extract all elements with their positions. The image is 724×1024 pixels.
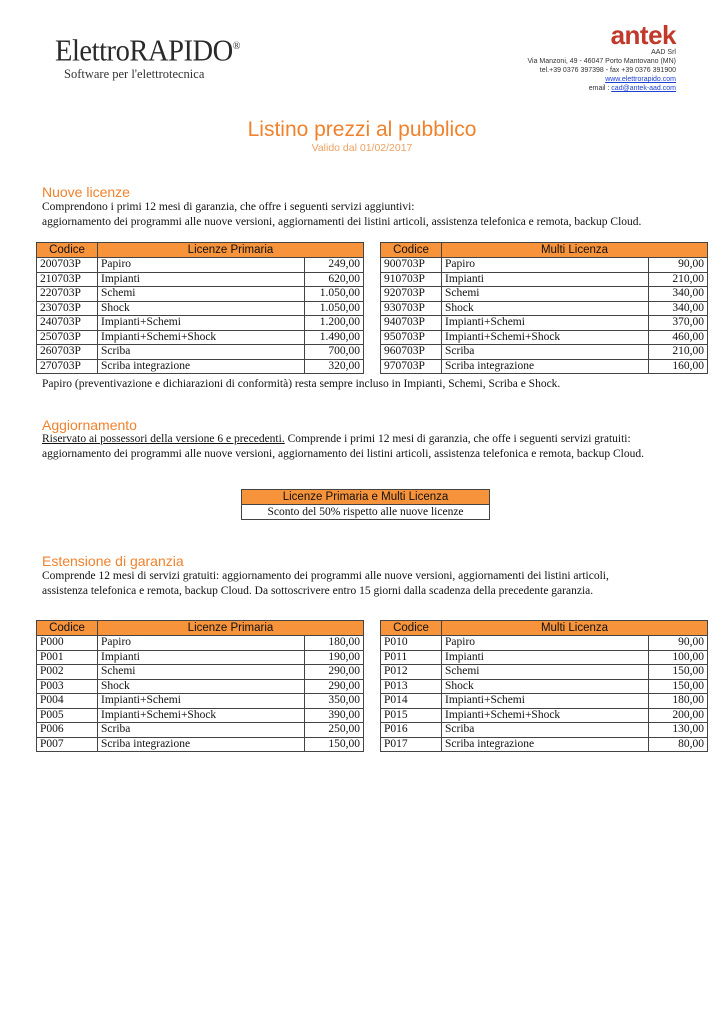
row-name: Shock (442, 679, 649, 694)
table-row (37, 650, 364, 665)
table-row (37, 636, 364, 651)
row-code: 210703P (37, 272, 98, 287)
row-price: 1.200,00 (305, 316, 364, 331)
company-block (527, 22, 676, 93)
row-code: P015 (381, 708, 442, 723)
table-row (37, 694, 364, 709)
new-licenses-text (42, 200, 692, 230)
row-code: P011 (381, 650, 442, 665)
table-row (381, 258, 708, 273)
row-price: 350,00 (305, 694, 364, 709)
row-code: 940703P (381, 316, 442, 331)
row-name: Scriba integrazione (98, 359, 305, 374)
table-row (381, 272, 708, 287)
table-row (381, 665, 708, 680)
row-name: Impianti (98, 650, 305, 665)
row-price: 340,00 (649, 301, 708, 316)
row-price: 150,00 (305, 737, 364, 752)
page-title: Listino prezzi al pubblico (247, 118, 477, 141)
antek-logo: antek (610, 20, 676, 50)
update-text-line2: aggiornamento dei programmi alle nuove versioni, aggiornamento dei listini articoli, assistenza telefonica e remota, backup Cloud. (42, 448, 644, 460)
col-name: Multi Licenza (442, 243, 708, 258)
row-code: P001 (37, 650, 98, 665)
table-row (381, 723, 708, 738)
row-code: P004 (37, 694, 98, 709)
table-row (381, 650, 708, 665)
row-name: Papiro (442, 636, 649, 651)
row-price: 250,00 (305, 723, 364, 738)
logo-title: ElettroRAPIDO® (55, 32, 241, 68)
row-price: 210,00 (649, 345, 708, 360)
row-code: 270703P (37, 359, 98, 374)
warranty-text-line1: Comprende 12 mesi di servizi gratuiti: aggiornamento dei programmi alle nuove versioni, aggiornamenti dei listini articoli, (42, 570, 609, 582)
table-row (37, 679, 364, 694)
row-price: 130,00 (649, 723, 708, 738)
row-name: Schemi (442, 287, 649, 302)
row-price: 180,00 (305, 636, 364, 651)
row-name: Impianti+Schemi (442, 694, 649, 709)
row-price: 1.050,00 (305, 287, 364, 302)
row-name: Scriba (98, 723, 305, 738)
row-name: Impianti (442, 650, 649, 665)
update-text-rest: Comprende i primi 12 mesi di garanzia, che offe i seguenti servizi gratuiti: (284, 433, 631, 445)
table-row (37, 287, 364, 302)
table-row (37, 359, 364, 374)
table-row (37, 345, 364, 360)
row-code: 900703P (381, 258, 442, 273)
table-row (381, 316, 708, 331)
new-licenses-text-line2: aggiornamento dei programmi alle nuove versioni, aggiornamenti dei listini articoli, assistenza telefonica e remota, backup Cloud. (42, 216, 642, 228)
page-subtitle: Valido dal 01/02/2017 (311, 142, 413, 154)
row-name: Scriba integrazione (442, 359, 649, 374)
row-name: Schemi (98, 287, 305, 302)
row-name: Schemi (98, 665, 305, 680)
row-code: P014 (381, 694, 442, 709)
update-discount-table (241, 489, 490, 520)
row-code: P006 (37, 723, 98, 738)
table-row (37, 330, 364, 345)
row-name: Impianti (98, 272, 305, 287)
table-row (37, 301, 364, 316)
row-price: 290,00 (305, 679, 364, 694)
table-row (381, 737, 708, 752)
row-name: Impianti+Schemi (98, 316, 305, 331)
row-code: 960703P (381, 345, 442, 360)
row-code: P012 (381, 665, 442, 680)
row-code: 230703P (37, 301, 98, 316)
row-price: 190,00 (305, 650, 364, 665)
table-row (381, 359, 708, 374)
row-name: Shock (98, 679, 305, 694)
row-price: 80,00 (649, 737, 708, 752)
row-name: Scriba (442, 345, 649, 360)
row-code: P003 (37, 679, 98, 694)
row-price: 460,00 (649, 330, 708, 345)
row-code: P005 (37, 708, 98, 723)
row-price: 100,00 (649, 650, 708, 665)
row-price: 1.490,00 (305, 330, 364, 345)
table-row (381, 636, 708, 651)
row-code: 930703P (381, 301, 442, 316)
col-code: Codice (37, 621, 98, 636)
col-code: Codice (381, 243, 442, 258)
row-price: 249,00 (305, 258, 364, 273)
company-address: Via Manzoni, 49 - 46047 Porto Mantovano (MN) (527, 58, 676, 65)
company-name: AAD Srl (651, 49, 676, 56)
row-name: Papiro (98, 636, 305, 651)
table-row (381, 679, 708, 694)
row-name: Scriba (442, 723, 649, 738)
row-name: Impianti+Schemi+Shock (442, 330, 649, 345)
row-code: 260703P (37, 345, 98, 360)
new-licenses-text-line1: Comprendono i primi 12 mesi di garanzia, che offre i seguenti servizi aggiuntivi: (42, 201, 415, 213)
table-row (37, 737, 364, 752)
row-code: 250703P (37, 330, 98, 345)
row-name: Schemi (442, 665, 649, 680)
col-name: Licenze Primaria (98, 621, 364, 636)
row-price: 620,00 (305, 272, 364, 287)
col-name: Multi Licenza (442, 621, 708, 636)
row-code: P016 (381, 723, 442, 738)
company-phone: tel.+39 0376 397398 - fax +39 0376 391900 (539, 67, 676, 74)
row-price: 200,00 (649, 708, 708, 723)
row-price: 150,00 (649, 679, 708, 694)
table-row (37, 708, 364, 723)
row-code: P010 (381, 636, 442, 651)
row-name: Scriba integrazione (98, 737, 305, 752)
row-code: 920703P (381, 287, 442, 302)
table-row (37, 665, 364, 680)
row-price: 180,00 (649, 694, 708, 709)
col-name: Licenze Primaria (98, 243, 364, 258)
row-name: Shock (98, 301, 305, 316)
row-name: Papiro (442, 258, 649, 273)
papiro-note: Papiro (preventivazione e dichiarazioni di conformità) resta sempre incluso in Impianti, Schemi, Scriba e Shock. (42, 378, 561, 390)
row-code: P002 (37, 665, 98, 680)
row-price: 1.050,00 (305, 301, 364, 316)
row-name: Scriba integrazione (442, 737, 649, 752)
new-licenses-heading: Nuove licenze (42, 184, 130, 200)
warranty-text (42, 569, 692, 599)
logo-subtitle: Software per l'elettrotecnica (64, 67, 205, 82)
warranty-primary-license-table (36, 620, 364, 752)
discount-header: Licenze Primaria e Multi Licenza (242, 490, 490, 505)
row-name: Impianti+Schemi+Shock (442, 708, 649, 723)
row-price: 320,00 (305, 359, 364, 374)
table-row (381, 330, 708, 345)
row-name: Papiro (98, 258, 305, 273)
row-price: 160,00 (649, 359, 708, 374)
row-name: Shock (442, 301, 649, 316)
row-name: Scriba (98, 345, 305, 360)
table-row (37, 723, 364, 738)
col-code: Codice (381, 621, 442, 636)
row-price: 370,00 (649, 316, 708, 331)
table-row (381, 708, 708, 723)
table-row (37, 272, 364, 287)
row-price: 700,00 (305, 345, 364, 360)
row-price: 340,00 (649, 287, 708, 302)
new-multi-license-table (380, 242, 708, 374)
new-primary-license-table (36, 242, 364, 374)
row-name: Impianti+Schemi (98, 694, 305, 709)
row-code: 910703P (381, 272, 442, 287)
warranty-text-line2: assistenza telefonica e remota, backup Cloud. Da sottoscrivere entro 15 giorni dalla scadenza della precedente garanzia. (42, 585, 594, 597)
row-code: P000 (37, 636, 98, 651)
warranty-heading: Estensione di garanzia (42, 553, 184, 569)
row-name: Impianti+Schemi+Shock (98, 708, 305, 723)
update-heading: Aggiornamento (42, 417, 137, 433)
row-name: Impianti+Schemi+Shock (98, 330, 305, 345)
row-price: 390,00 (305, 708, 364, 723)
warranty-multi-license-table (380, 620, 708, 752)
row-code: 220703P (37, 287, 98, 302)
row-price: 290,00 (305, 665, 364, 680)
email-label: email : (588, 85, 610, 92)
table-row (37, 316, 364, 331)
row-name: Impianti (442, 272, 649, 287)
table-row (381, 694, 708, 709)
row-code: P017 (381, 737, 442, 752)
row-price: 90,00 (649, 258, 708, 273)
row-code: 970703P (381, 359, 442, 374)
email-link[interactable]: cad@antek-aad.com (611, 85, 676, 92)
row-code: 240703P (37, 316, 98, 331)
table-row (381, 301, 708, 316)
row-code: 950703P (381, 330, 442, 345)
row-price: 210,00 (649, 272, 708, 287)
row-code: P013 (381, 679, 442, 694)
col-code: Codice (37, 243, 98, 258)
row-price: 90,00 (649, 636, 708, 651)
discount-value: Sconto del 50% rispetto alle nuove licenze (242, 505, 490, 520)
row-price: 150,00 (649, 665, 708, 680)
row-name: Impianti+Schemi (442, 316, 649, 331)
table-row (37, 258, 364, 273)
website-link[interactable]: www.elettrorapido.com (605, 76, 676, 83)
update-text (42, 432, 692, 462)
row-code: P007 (37, 737, 98, 752)
update-text-underlined: Riservato ai possessori della versione 6 e precedenti. (42, 433, 285, 445)
row-code: 200703P (37, 258, 98, 273)
table-row (381, 345, 708, 360)
table-row (381, 287, 708, 302)
elettrorapido-logo (55, 30, 256, 82)
